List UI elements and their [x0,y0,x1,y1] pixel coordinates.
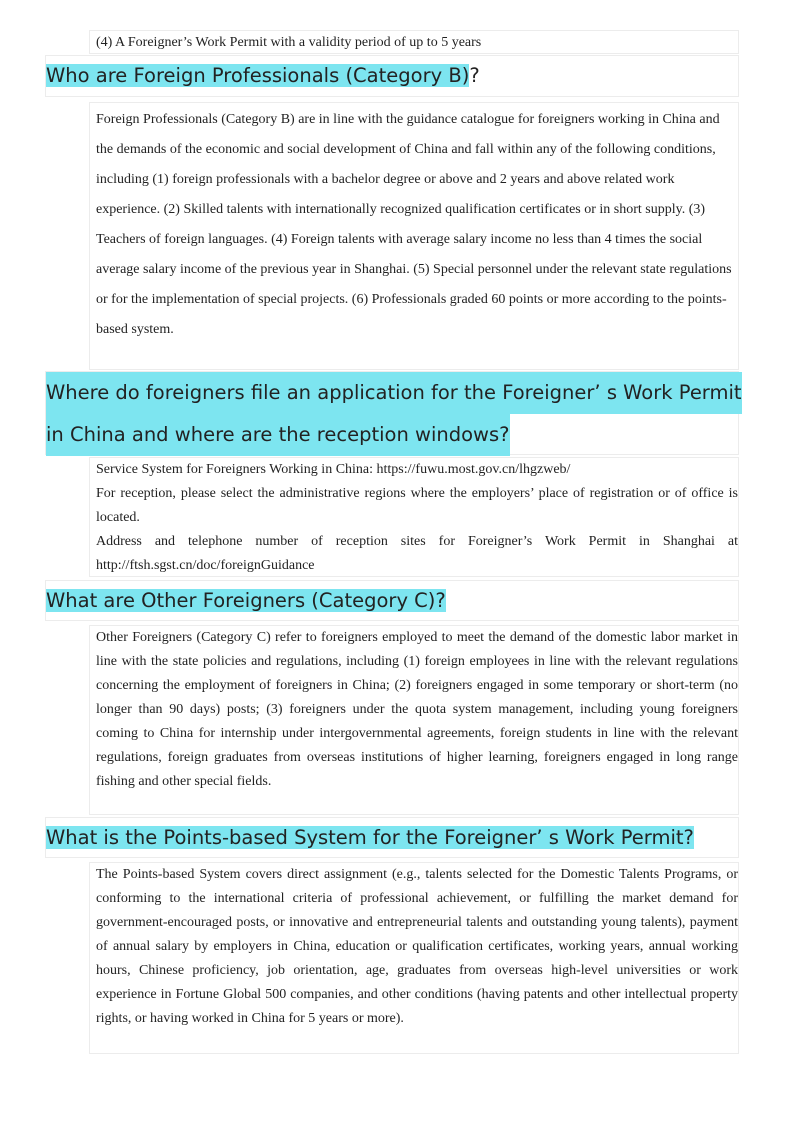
answer-points-system [89,862,739,1054]
answer-text: Other Foreigners (Category C) refer to foreigners employed to meet the demand of the domestic labor market in line with the state policies and regulations, including (1) foreign employees in line with the relevant regulations concerning the employment of foreigners in China; (2) foreigners engaged in some temporary or short-term (no longer than 90 days) posts; (3) foreigners under the quota system management, including young foreigners coming to China for internship under intergovernmental agreements, foreign students in line with the relevant regulations, foreign graduates from overseas institutions of higher learning, foreigners engaged in long range fishing and other special fields. [96,630,738,789]
heading-text [46,581,738,621]
heading-text [46,818,738,858]
section-heading-category-c [45,580,739,621]
heading-text [46,56,738,96]
top-item-text: (4) A Foreigner’s Work Permit with a validity period of up to 5 years [96,35,482,50]
answer-text: The Points-based System covers direct assignment (e.g., talents selected for the Domestic Talents Programs, or conforming to the international criteria of professional achievement, or fulfilling the market demand for government-encouraged posts, or innovative and entrepreneurial talents and outstanding young talents), payment of annual salary by employers in China, education or qualification certificates, working years, annual working hours, Chinese proficiency, job orientation, age, graduates from overseas high-level universities or work experience in Fortune Global 500 companies, and other conditions (having patents and other intellectual property rights, or having worked in China for 5 years or more). [96,867,738,1026]
heading-line-1: Where do foreigners file an application for the Foreigner’ s Work Permit [46,372,742,414]
answer-application-location [89,457,739,577]
heading-text [46,372,742,456]
answer-line: Service System for Foreigners Working in China: https://fuwu.most.gov.cn/lhgzweb/ [96,462,571,477]
answer-line: Address and telephone number of reception sites for Foreigner’s Work Permit in Shanghai at http://ftsh.sgst.cn/doc/foreignGuidance [96,534,738,573]
section-heading-points-system [45,817,739,858]
heading-tail: ? [469,64,480,87]
section-heading-application-location [45,371,742,455]
answer-line: For reception, please select the administrative regions where the employers’ place of registration or of office is located. [96,486,738,525]
heading-highlight: What is the Points-based System for the Foreigner’ s Work Permit? [46,826,694,849]
answer-text: Foreign Professionals (Category B) are in line with the guidance catalogue for foreigners working in China and the demands of the economic and social development of China and fall within any of the following conditions, including (1) foreign professionals with a bachelor degree or above and 2 years and above related work experience. (2) Skilled talents with internationally recognized qualification certificates or in short supply. (3) Teachers of foreign languages. (4) Foreign talents with average salary income no less than 4 times the social average salary income of the previous year in Shanghai. (5) Special personnel under the relevant state regulations or for the implementation of special projects. (6) Professionals graded 60 points or more according to the points-based system. [96,112,732,337]
answer-category-c [89,625,739,815]
heading-highlight: What are Other Foreigners (Category C)? [46,589,446,612]
section-heading-category-b [45,55,739,97]
answer-category-b [89,102,739,370]
heading-line-2: in China and where are the reception windows? [46,414,510,456]
top-list-item [89,30,739,54]
heading-highlight: Who are Foreign Professionals (Category B) [46,64,470,87]
